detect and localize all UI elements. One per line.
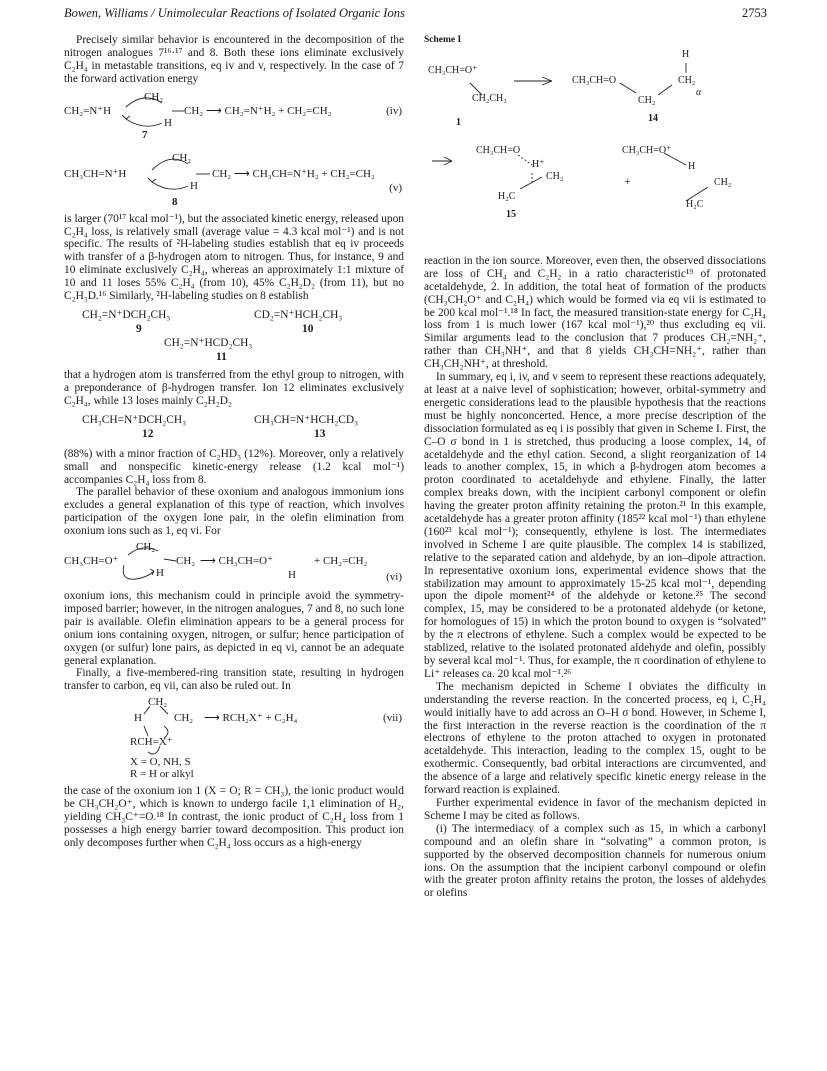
ring-top: CH₂: [172, 151, 192, 164]
product-h: H: [288, 569, 296, 582]
ion-1-top: CH₃CH=O⁺: [428, 64, 478, 76]
compound-12: CH₃CH=N⁺DCH₂CH₃: [82, 413, 187, 426]
compound-13: CH₃CH=N⁺HCH₂CD₃: [254, 413, 359, 426]
equation-vii: [64, 696, 404, 782]
paragraph: that a hydrogen atom is transferred from the ethyl group to nitrogen, with a preponderance of β-hydrogen transfer. Ion 12 eliminates exclusively C₂H₄, while 13 loses mainly C₂H₂D₂: [64, 368, 404, 407]
complex-15-carbonyl: CH₃CH=O: [476, 144, 521, 156]
paragraph: the case of the oxonium ion 1 (X = O; R = CH₃), the ionic product would be CH₃CH₂O⁺, which is known to undergo facile 1,1 elimination of H₂, yielding CH₃C⁺=O.¹⁸ In contrast, the ionic product of C₂H₄ loss from 1 possesses a high energy barrier toward decomposition. This product ion only decomposes further when C₂H₄ loss occurs as a high-energy: [64, 785, 404, 849]
products: ⟶ CH₃CH=O⁺: [200, 555, 273, 568]
compound-number: 1: [456, 116, 461, 128]
reactant: CH₂=N⁺H: [64, 104, 112, 117]
equation-number: (iv): [386, 104, 402, 117]
ring-right: CH₂: [174, 712, 194, 725]
paragraph: The parallel behavior of these oxonium and analogous immonium ions excludes a general explanation of this type of reaction, which involves participation of the oxygen lone pair, in the olefin elimination from oxonium ions such as 1, eq vi. For: [64, 486, 404, 538]
products-ethylene: + CH₂=CH₂: [314, 555, 368, 568]
compound-number: 15: [506, 208, 516, 220]
ring-bottom: RCH=X⁺: [130, 736, 173, 749]
complex-14-ch2: CH₂: [678, 74, 696, 86]
ring-arrow-icon: [64, 696, 404, 782]
ring-top: CH₂: [144, 90, 164, 103]
running-header: [64, 6, 767, 26]
paragraph: The mechanism depicted in Scheme I obviates the difficulty in understanding the reverse reaction. In the concerted process, eq i, C₂H₄ would initially have to add across an O–H σ bond. However, in Scheme I, the first interaction in the reverse reaction is the coordination of the π electrons of ethylene to the proton attached to oxygen in protonated acetaldehyde. This interaction, leading to the complex 15, ought to be exothermic. Consequently, bad orbital interactions are circumvented, and the absence of a large and relatively specific kinetic energy release in the forward reaction is explained.: [424, 680, 766, 797]
products: ⟶ CH₃CH=N⁺H₂ + CH₂=CH₂: [234, 167, 375, 180]
compound-11: CH₂=N⁺HCD₂CH₃: [164, 336, 253, 349]
compound-number: 8: [172, 195, 178, 208]
paragraph: is larger (70¹⁷ kcal mol⁻¹), but the associated kinetic energy, released upon C₂H₄ loss, is relatively small (average value = 4.3 kcal mol⁻¹) and is not specific. The results of ²H-labeling studies establish that eq iv proceeds with transfer of a β-hydrogen atom to nitrogen. Thus, for instance, 9 and 10 eliminate exclusively C₂H₄, whereas an approximately 1:1 mixture of 10 and 11 loses 55% C₂H₄ (from 10), 45% C₂H₂D₂ (from 11), but no C₂H₃D.¹⁶ Similarly, ²H-labeling studies on 8 establish: [64, 212, 404, 303]
scheme-title: Scheme I: [424, 35, 462, 45]
equation-vi: [64, 541, 404, 587]
running-title: Bowen, Williams / Unimolecular Reactions of Isolated Organic Ions: [64, 6, 405, 20]
reactant: CH₃CH=N⁺H: [64, 167, 127, 180]
equation-number: (vi): [386, 571, 402, 584]
complex-14-alpha: α: [696, 86, 702, 98]
complex-15-proton: H⁺: [532, 158, 545, 170]
ring-h: H: [164, 116, 172, 129]
compounds-9-11: [64, 307, 404, 365]
paragraph: reaction in the ion source. Moreover, even then, the observed dissociations are loss of CH₄ and C₂H₂ in a ratio characteristic¹⁹ of protonated acetaldehyde, 2. In addition, the total heat of formation of the products (CH₃CH₂O⁺ and C₂H₄) which would be formed via eq vii is estimated to be 200 kcal mol⁻¹.¹⁸ In fact, the measured transition-state energy for C₂H₄ loss from 1 is much lower (167 kcal mol⁻¹),²⁰ thus excluding eq vii. Similar arguments lead to the conclusion that 7 produces CH₂=NH₂⁺, rather than CH₃NH⁺, and that 8 yields CH₃CH=NH₂⁺, rather than CH₃CH₂NH⁺, at threshold.: [424, 254, 766, 371]
compound-number: 7: [142, 128, 148, 141]
paragraph: Precisely similar behavior is encountered in the decomposition of the nitrogen analogues 7¹⁶·¹⁷ and 8. Both these ions eliminate exclusively C₂H₄ in metastable transitions, eq iv and v, respectively. In the case of 7 the forward activation energy: [64, 34, 404, 85]
compound-number: 9: [136, 322, 142, 335]
compound-number: 10: [302, 322, 314, 335]
compound-number: 14: [648, 112, 658, 124]
ring-right: CH₂: [176, 555, 196, 568]
scheme-1: [424, 49, 766, 255]
products: ⟶ RCH₂X⁺ + C₂H₄: [204, 712, 298, 725]
product-ethylene-ch2: CH₂: [714, 176, 732, 188]
paragraph: Further experimental evidence in favor of the mechanism depicted in Scheme I may be cited as follows.: [424, 796, 766, 822]
ring-h: H: [190, 179, 198, 192]
product-protonated-acetaldehyde: CH₃CH=O⁺: [622, 144, 672, 156]
paragraph: In summary, eq i, iv, and v seem to represent these reactions adequately, at least at a naive level of sophistication; however, orbital-symmetry and energetic considerations lead to the plausible hypothesis that the reactions must be highly nonconcerted. Hence, a more precise description of the dissociation formulated as eq i is possibly that given in Scheme I. First, the C–O σ bond in 1 is stretched, thus producing a loose complex, 14, of acetaldehyde and the ethyl cation. Second, a slight reorganization of 14 leads to another complex, 15, in which a β-hydrogen atom becomes a proton coordinated to acetaldehyde and ethylene. Finally, the latter complex breaks down, with the incipient carbonyl component or olefin having the greater proton affinity retaining the proton.²¹ In this example, acetaldehyde has a greater proton affinity (185²² kcal mol⁻¹) than ethylene (160²³ kcal mol⁻¹); consequently, ethylene is lost. The intermediates involved in Scheme I are quite plausible. The complex 14 is stabilized, relative to the separated cation and aldehyde, by an ion–dipole attraction. In representative oxonium ions, experimental evidence shows that the stabilization may amount to approximately 15-25 kcal mol⁻¹, depending upon the dipole moment²⁴ of the aldehyde or ketone.²⁵ The second complex, 15, may be considered to be a protonated aldehyde (or ketone, for homologues of 15) in which the proton bound to oxygen is “solvated” by the π electrons of ethylene. Such a complex would be expected to be stablized, relative to the isolated protonated aldehyde and olefin, possibly by several kcal mol⁻¹. Thus, for example, the π coordination of ethylene to Li⁺ releases ca. 20 kcal mol⁻¹.²⁶: [424, 371, 766, 680]
ring-h: H: [156, 567, 164, 580]
compound-number: 12: [142, 427, 154, 440]
product-h: H: [688, 160, 696, 172]
complex-14-carbonyl: CH₃CH=O: [572, 74, 617, 86]
ring-h: H: [134, 712, 142, 725]
ring-top: CH₂: [136, 541, 156, 554]
compound-number: 11: [216, 350, 227, 363]
complex-15-h2c: H₂C: [498, 190, 516, 202]
ion-1-ethyl: CH₂CH₃: [472, 92, 507, 104]
complex-14-h: H: [682, 48, 690, 60]
left-column: [64, 34, 404, 850]
equation-iv: [64, 89, 404, 145]
ring-right: CH₂: [212, 167, 232, 180]
equation-number: (vii): [383, 712, 402, 725]
substituent-note: X = O, NH, S: [130, 756, 191, 769]
paragraph: (88%) with a minor fraction of C₂HD₃ (12%). Moreover, only a relatively small and nonspecific kinetic-energy release (1.2 kcal mol⁻¹) accompanies C₂H₄ loss from 8.: [64, 447, 404, 486]
complex-14-ch2-cation: CH₂: [638, 94, 656, 106]
page-number: 2753: [742, 6, 767, 20]
reactant: CH₃CH=O⁺: [64, 555, 119, 568]
compounds-12-13: [64, 412, 404, 444]
complex-15-ch2: CH₂: [546, 170, 564, 182]
product-ethylene-h2c: H₂C: [686, 198, 704, 210]
right-column: [424, 34, 766, 900]
compound-9: CH₂=N⁺DCH₂CH₃: [82, 308, 171, 321]
compound-number: 13: [314, 427, 326, 440]
paragraph: Finally, a five-membered-ring transition state, resulting in hydrogen transfer to carbon, eq vii, can also be ruled out. In: [64, 667, 404, 693]
equation-v: [64, 148, 404, 210]
paragraph: (i) The intermediacy of a complex such as 15, in which a carbonyl compound and an olefin share in “solvating” a common proton, is supported by the observed decomposition channels for numerous onium ions. On the assumption that the incipient carbonyl compound or olefin with the greater proton affinity retains the proton, the losses of aldehydes or olefins: [424, 822, 766, 900]
compound-10: CD₂=N⁺HCH₂CH₃: [254, 308, 343, 321]
substituent-note: R = H or alkyl: [130, 768, 194, 781]
ring-right: CH₂: [184, 104, 204, 117]
products: ⟶ CH₂=N⁺H₂ + CH₂=CH₂: [206, 104, 332, 117]
plus-sign: +: [624, 173, 631, 188]
paragraph: oxonium ions, this mechanism could in principle avoid the symmetry-imposed barrier; however, in the nitrogen analogues, 7 and 8, no such lone pair is available. Olefin elimination appears to be a general process for onium ions containing oxygen, nitrogen, or sulfur; hence participation of oxygen (or sulfur) lone pairs, as depicted in eq vi, cannot be an adequate general explanation.: [64, 590, 404, 667]
ring-top: CH₂: [148, 696, 168, 709]
equation-number: (v): [389, 181, 402, 194]
